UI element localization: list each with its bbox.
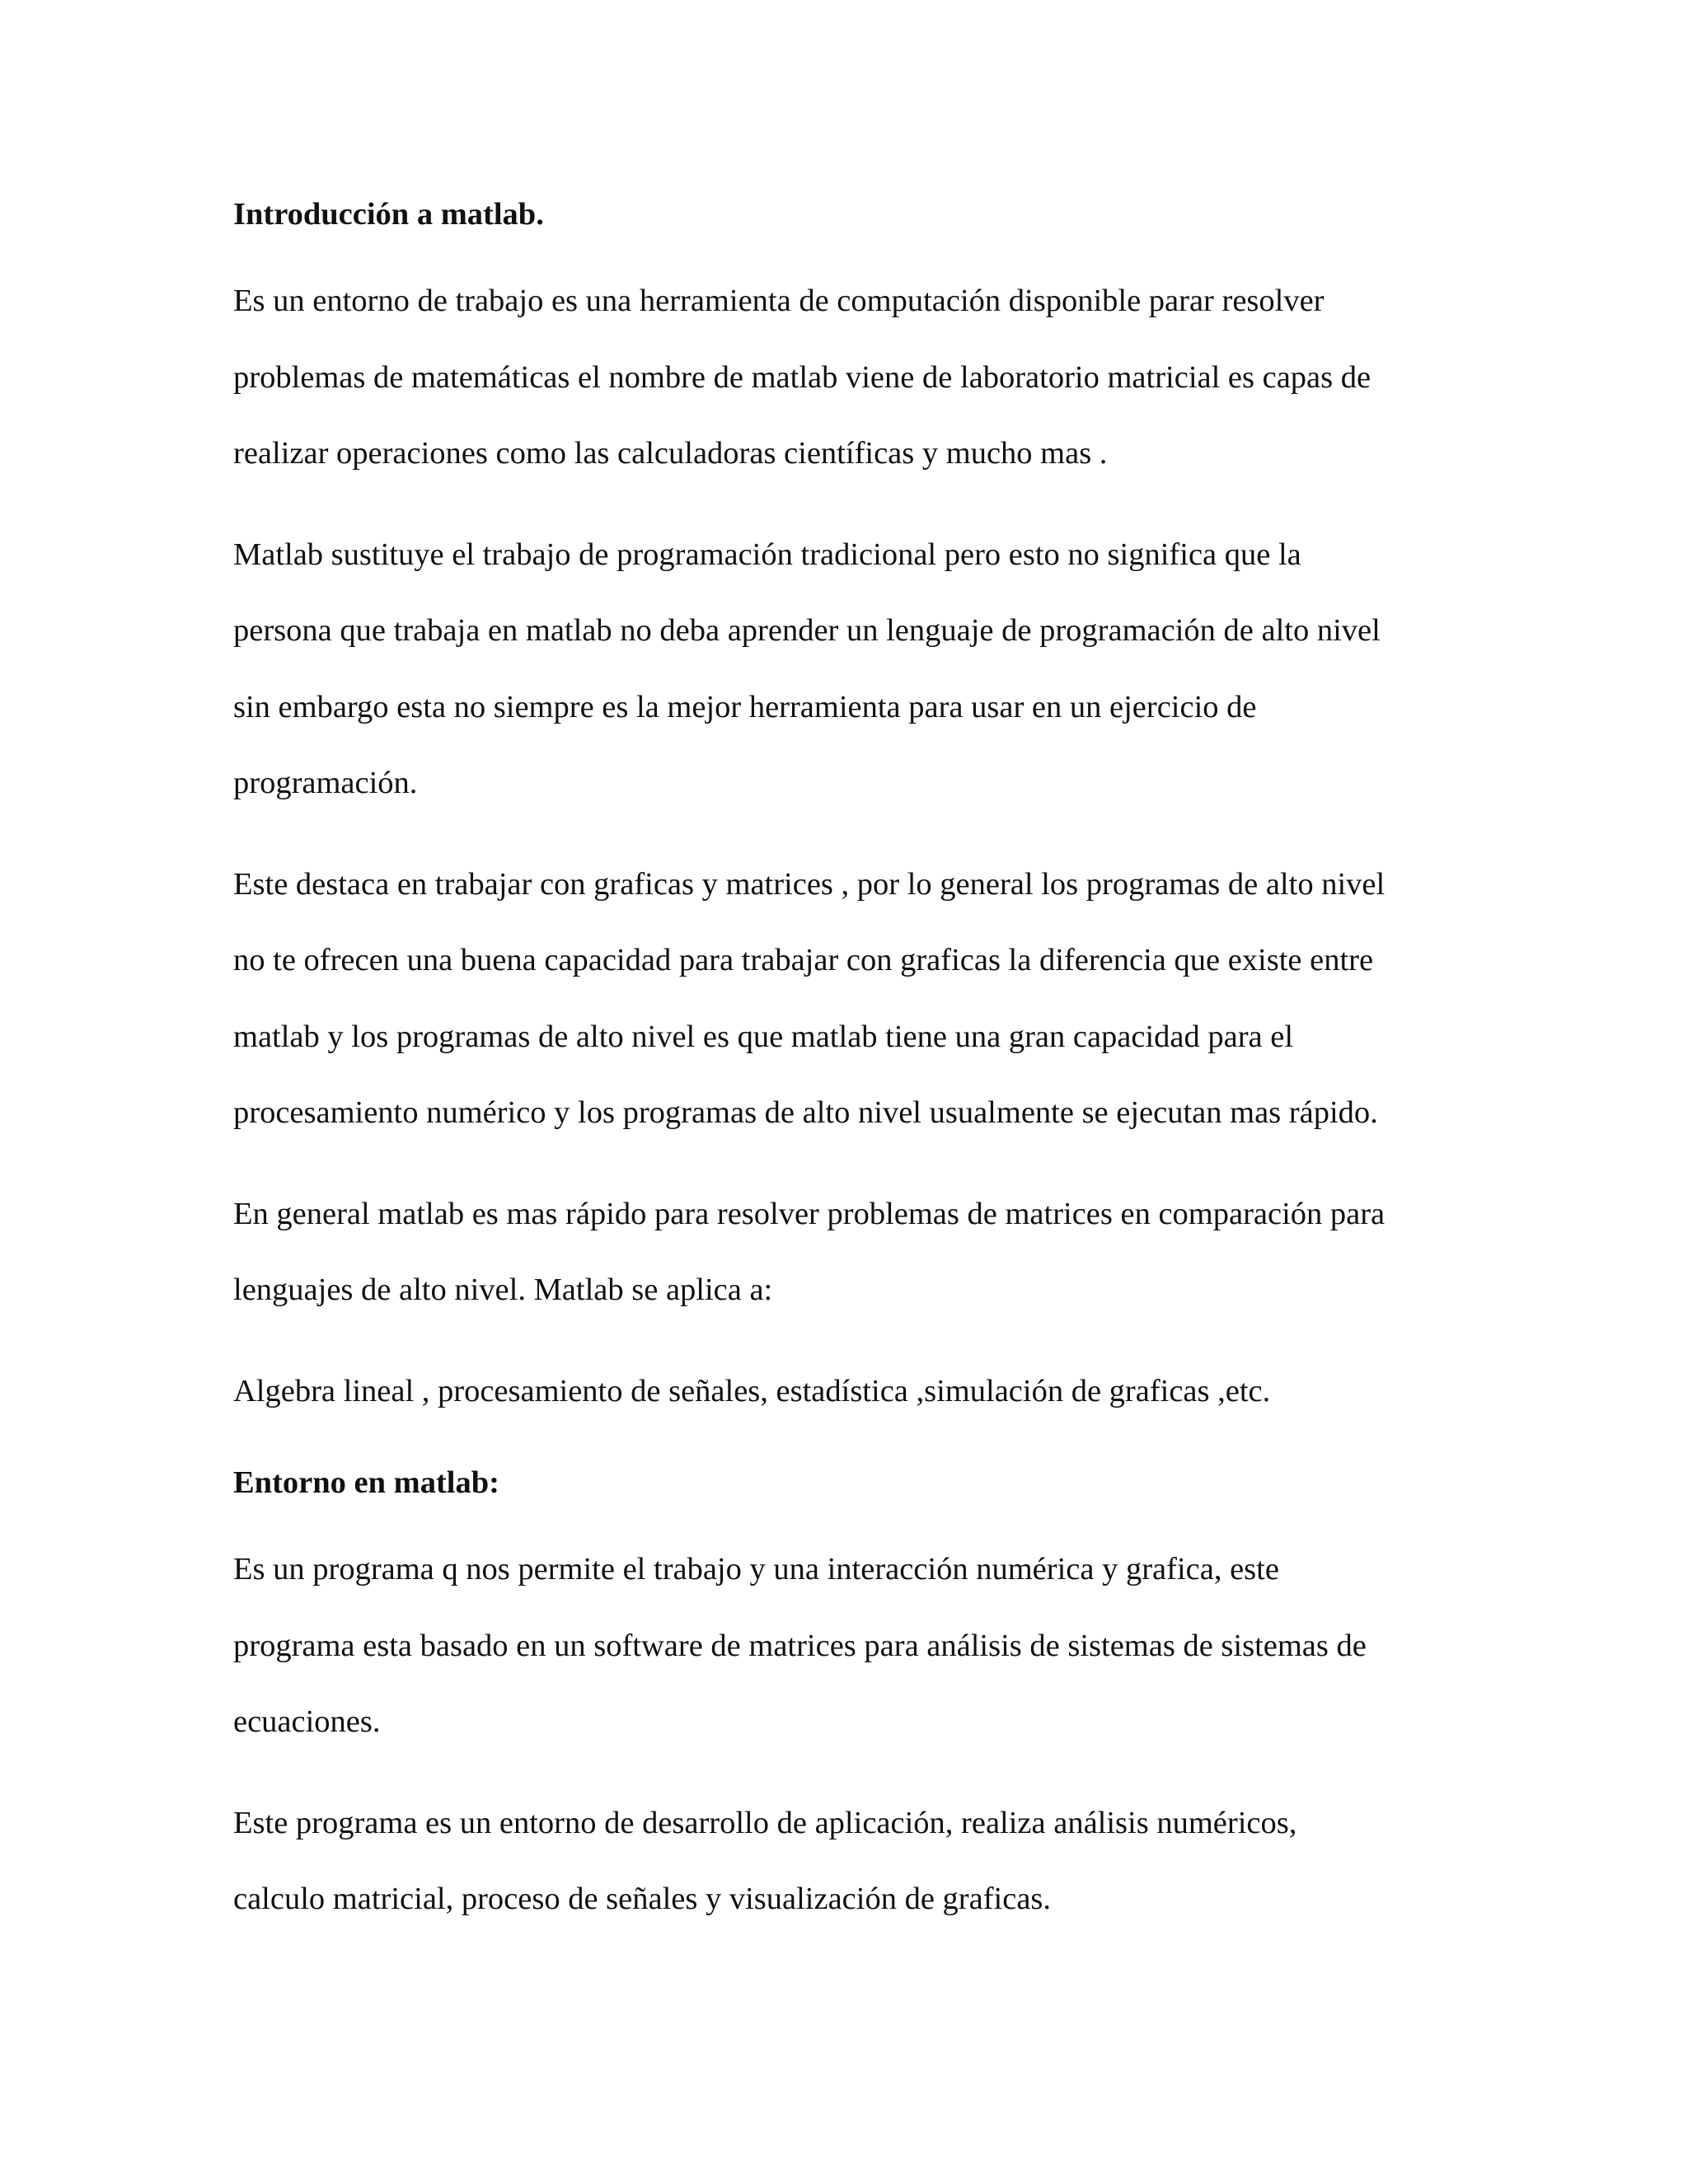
paragraph-line: persona que trabaja en matlab no deba aprender un lenguaje de programación de alto nivel [233, 613, 1381, 648]
heading-introduccion: Introducción a matlab. [233, 197, 544, 232]
paragraph-line: ecuaciones. [233, 1704, 381, 1739]
paragraph-line: no te ofrecen una buena capacidad para trabajar con graficas la diferencia que existe entre [233, 943, 1374, 977]
paragraph-line: procesamiento numérico y los programas de alto nivel usualmente se ejecutan mas rápido. [233, 1095, 1378, 1130]
paragraph-line: matlab y los programas de alto nivel es que matlab tiene una gran capacidad para el [233, 1019, 1294, 1054]
paragraph-line: sin embargo esta no siempre es la mejor herramienta para usar en un ejercicio de [233, 689, 1257, 724]
paragraph-6 [233, 1531, 1453, 1760]
paragraph-line: Este programa es un entorno de desarrollo de aplicación, realiza análisis numéricos, [233, 1805, 1297, 1840]
document-body [233, 185, 1453, 1938]
paragraph-2 [233, 517, 1453, 822]
paragraph-line: Algebra lineal , procesamiento de señales, estadística ,simulación de graficas ,etc. [233, 1373, 1271, 1408]
heading-entorno: Entorno en matlab: [233, 1465, 499, 1500]
paragraph-line: realizar operaciones como las calculadoras científicas y mucho mas . [233, 436, 1108, 471]
paragraph-4 [233, 1176, 1453, 1329]
paragraph-line: En general matlab es mas rápido para resolver problemas de matrices en comparación para [233, 1196, 1386, 1231]
paragraph-line: calculo matricial, proceso de señales y visualización de graficas. [233, 1882, 1052, 1916]
paragraph-line: programación. [233, 766, 418, 800]
paragraph-3 [233, 846, 1453, 1151]
paragraph-line: problemas de matemáticas el nombre de matlab viene de laboratorio matricial es capas de [233, 359, 1372, 395]
paragraph-1 [233, 263, 1453, 492]
paragraph-7 [233, 1785, 1453, 1938]
paragraph-line: programa esta basado en un software de matrices para análisis de sistemas de sistemas de [233, 1628, 1367, 1663]
paragraph-line: Es un entorno de trabajo es una herramienta de computación disponible parar resolver [233, 284, 1325, 318]
paragraph-line: Matlab sustituye el trabajo de programación tradicional pero esto no significa que la [233, 537, 1301, 572]
paragraph-5 [233, 1353, 1453, 1430]
paragraph-line: lenguajes de alto nivel. Matlab se aplica a: [233, 1272, 773, 1307]
paragraph-line: Es un programa q nos permite el trabajo y una interacción numérica y grafica, este [233, 1552, 1279, 1586]
paragraph-line: Este destaca en trabajar con graficas y matrices , por lo general los programas de alto nivel [233, 866, 1386, 902]
